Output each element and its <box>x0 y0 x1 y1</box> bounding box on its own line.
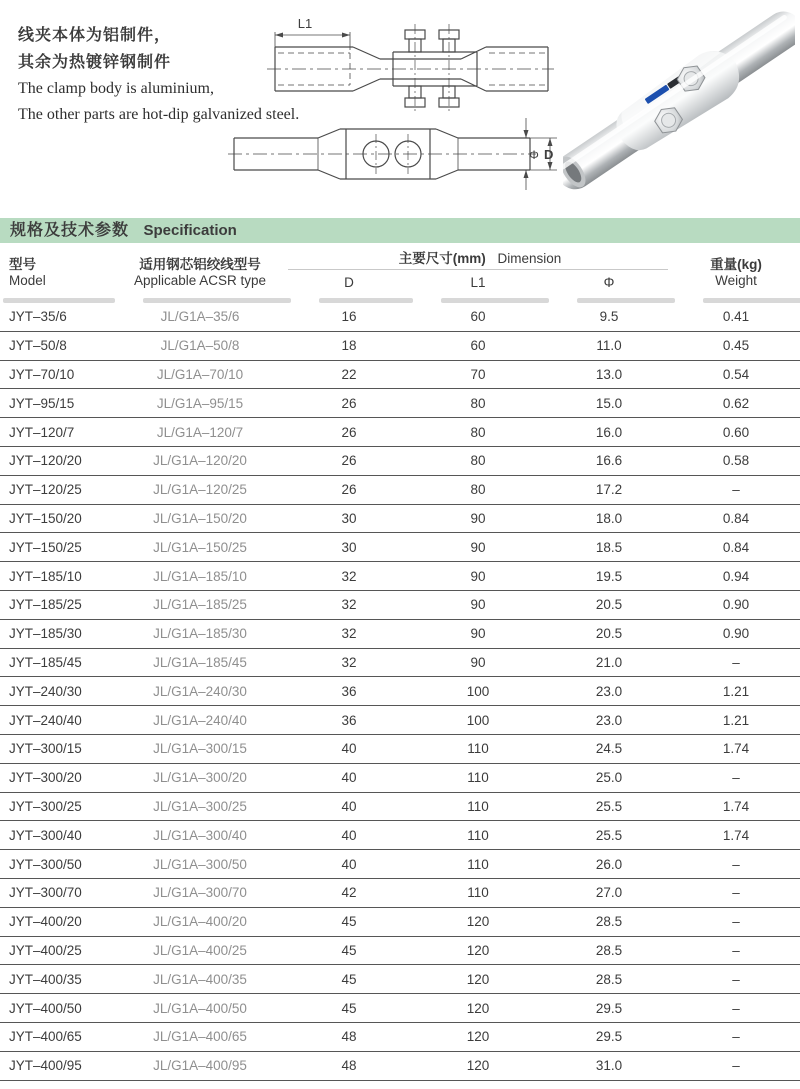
table-row <box>0 879 800 908</box>
cell-phi: 29.5 <box>595 1029 623 1045</box>
cell-weight: 1.74 <box>722 741 750 757</box>
cell-phi: 26.0 <box>595 856 623 872</box>
cell-model: JYT–185/10 <box>9 568 82 584</box>
cell-acsr: JL/G1A–400/35 <box>153 971 247 987</box>
cell-l1: 100 <box>466 712 490 728</box>
cell-d: 40 <box>341 856 357 872</box>
table-row <box>0 735 800 764</box>
cell-acsr: JL/G1A–150/25 <box>153 539 247 555</box>
cell-acsr: JL/G1A–35/6 <box>160 309 240 325</box>
cell-l1: 80 <box>470 395 486 411</box>
cell-phi: 28.5 <box>595 971 623 987</box>
cell-phi: 24.5 <box>595 741 623 757</box>
cell-phi: 28.5 <box>595 942 623 958</box>
cell-phi: 18.5 <box>595 539 623 555</box>
cell-d: 40 <box>341 741 357 757</box>
cell-weight: – <box>732 654 740 670</box>
cell-d: 45 <box>341 971 357 987</box>
cell-model: JYT–300/40 <box>9 827 82 843</box>
cell-acsr: JL/G1A–185/25 <box>153 597 247 613</box>
cell-weight: 0.60 <box>722 424 750 440</box>
cell-d: 48 <box>341 1029 357 1045</box>
cell-acsr: JL/G1A–400/25 <box>153 942 247 958</box>
product-photo <box>563 4 795 196</box>
cell-weight: – <box>732 856 740 872</box>
cell-acsr: JL/G1A–150/20 <box>153 510 247 526</box>
cell-weight: 0.84 <box>722 510 750 526</box>
table-row <box>0 965 800 994</box>
cell-l1: 120 <box>466 942 490 958</box>
cell-model: JYT–400/35 <box>9 971 82 987</box>
table-row <box>0 447 800 476</box>
cell-model: JYT–70/10 <box>9 366 75 382</box>
cell-l1: 110 <box>467 856 489 872</box>
header-acsr <box>112 248 288 298</box>
side-view-drawing <box>253 2 558 120</box>
cell-model: JYT–400/20 <box>9 914 82 930</box>
cell-model: JYT–150/25 <box>9 539 82 555</box>
cell-l1: 110 <box>467 770 489 786</box>
cell-d: 26 <box>341 395 357 411</box>
subheader-phi: Φ <box>603 275 615 290</box>
cell-l1: 80 <box>470 482 486 498</box>
cell-model: JYT–185/30 <box>9 626 82 642</box>
cell-acsr: JL/G1A–70/10 <box>156 366 244 382</box>
cell-acsr: JL/G1A–185/10 <box>153 568 247 584</box>
cell-phi: 20.5 <box>595 597 623 613</box>
cell-acsr: JL/G1A–300/20 <box>153 770 247 786</box>
cell-d: 30 <box>341 539 357 555</box>
table-row <box>0 591 800 620</box>
cell-weight: 0.62 <box>722 395 750 411</box>
dim-label-d: D <box>544 147 554 162</box>
cell-weight: 0.58 <box>722 453 750 469</box>
header-dim-cn: 主要尺寸(mm) <box>398 251 486 266</box>
header-model-cn: 型号 <box>9 257 36 272</box>
cell-l1: 120 <box>466 1000 490 1016</box>
table-row <box>0 476 800 505</box>
table-row <box>0 706 800 735</box>
header-model-en: Model <box>9 273 46 288</box>
cell-model: JYT–185/25 <box>9 597 82 613</box>
spec-table-header <box>0 248 800 298</box>
cell-model: JYT–300/70 <box>9 885 82 901</box>
cell-weight: 0.54 <box>722 366 750 382</box>
cell-weight: – <box>732 482 740 498</box>
section-title-en: Specification <box>143 222 237 239</box>
cell-acsr: JL/G1A–400/65 <box>153 1029 247 1045</box>
cell-l1: 120 <box>466 914 490 930</box>
cell-model: JYT–400/65 <box>9 1029 82 1045</box>
table-row <box>0 620 800 649</box>
cell-phi: 25.5 <box>595 827 623 843</box>
cell-phi: 23.0 <box>595 683 623 699</box>
spec-table-body <box>0 303 800 1081</box>
cell-l1: 120 <box>466 971 490 987</box>
cell-acsr: JL/G1A–300/50 <box>153 856 247 872</box>
cell-phi: 20.5 <box>595 626 623 642</box>
cell-phi: 31.0 <box>595 1058 623 1074</box>
cell-acsr: JL/G1A–400/50 <box>153 1000 247 1016</box>
cell-weight: 1.21 <box>722 683 750 699</box>
cell-weight: 0.94 <box>722 568 750 584</box>
cell-model: JYT–240/30 <box>9 683 82 699</box>
cell-model: JYT–400/25 <box>9 942 82 958</box>
dim-label-l1: L1 <box>297 16 313 31</box>
cell-weight: 1.21 <box>722 712 750 728</box>
cell-acsr: JL/G1A–120/25 <box>153 482 247 498</box>
table-row <box>0 1023 800 1052</box>
cell-l1: 90 <box>470 568 486 584</box>
cell-phi: 16.0 <box>595 424 623 440</box>
cell-phi: 27.0 <box>595 885 623 901</box>
cell-d: 32 <box>341 597 357 613</box>
cell-l1: 80 <box>470 424 486 440</box>
cell-acsr: JL/G1A–300/15 <box>153 741 247 757</box>
cell-d: 32 <box>341 626 357 642</box>
section-title-cn: 规格及技术参数 <box>10 222 130 239</box>
table-row <box>0 764 800 793</box>
table-row <box>0 793 800 822</box>
cell-l1: 110 <box>467 827 489 843</box>
cell-l1: 110 <box>467 885 489 901</box>
cell-d: 36 <box>341 712 357 728</box>
table-row <box>0 1052 800 1081</box>
cell-d: 45 <box>341 914 357 930</box>
table-row <box>0 821 800 850</box>
cell-model: JYT–120/7 <box>9 424 75 440</box>
table-row <box>0 332 800 361</box>
cell-l1: 70 <box>470 366 486 382</box>
table-row <box>0 303 800 332</box>
cell-acsr: JL/G1A–300/40 <box>153 827 247 843</box>
cell-phi: 28.5 <box>595 914 623 930</box>
table-row <box>0 361 800 390</box>
cell-d: 30 <box>341 510 357 526</box>
cell-weight: – <box>732 1029 740 1045</box>
cell-model: JYT–150/20 <box>9 510 82 526</box>
note-cn-2: 其余为热镀锌钢制件 <box>18 54 172 71</box>
table-row <box>0 937 800 966</box>
table-row <box>0 677 800 706</box>
section-header <box>0 218 800 243</box>
cell-l1: 120 <box>466 1058 490 1074</box>
dim-label-phi: Φ <box>529 148 539 162</box>
cell-weight: 1.74 <box>722 827 750 843</box>
cell-phi: 15.0 <box>595 395 623 411</box>
cell-d: 22 <box>341 366 357 382</box>
dimension-subheaders <box>288 270 672 296</box>
cell-weight: – <box>732 770 740 786</box>
header-acsr-cn: 适用钢芯铝绞线型号 <box>139 257 261 272</box>
cell-weight: – <box>732 885 740 901</box>
cell-model: JYT–400/95 <box>9 1058 82 1074</box>
spec-table <box>0 248 800 1081</box>
note-en-2: The other parts are hot-dip galvanized steel. <box>18 106 300 123</box>
cell-weight: – <box>732 914 740 930</box>
cell-l1: 90 <box>470 626 486 642</box>
cell-l1: 90 <box>470 654 486 670</box>
cell-l1: 90 <box>470 597 486 613</box>
cell-model: JYT–120/25 <box>9 482 82 498</box>
cell-phi: 25.0 <box>595 770 623 786</box>
table-row <box>0 994 800 1023</box>
subheader-d: D <box>344 275 354 290</box>
cell-d: 40 <box>341 827 357 843</box>
cell-l1: 80 <box>470 453 486 469</box>
cell-weight: – <box>732 1000 740 1016</box>
cell-d: 26 <box>341 424 357 440</box>
top-view-drawing <box>226 110 560 202</box>
cell-acsr: JL/G1A–120/20 <box>153 453 247 469</box>
table-row <box>0 418 800 447</box>
cell-d: 18 <box>341 338 357 354</box>
cell-phi: 19.5 <box>595 568 623 584</box>
cell-model: JYT–300/50 <box>9 856 82 872</box>
cell-phi: 25.5 <box>595 798 623 814</box>
cell-model: JYT–95/15 <box>9 395 75 411</box>
cell-weight: – <box>732 971 740 987</box>
cell-l1: 110 <box>467 798 489 814</box>
note-cn-1: 线夹本体为铝制件， <box>18 27 172 44</box>
cell-acsr: JL/G1A–300/70 <box>153 885 247 901</box>
table-row <box>0 389 800 418</box>
cell-phi: 11.0 <box>596 338 622 354</box>
cell-d: 36 <box>341 683 357 699</box>
table-row <box>0 562 800 591</box>
cell-weight: – <box>732 1058 740 1074</box>
header-dimension-group <box>288 248 672 298</box>
table-row <box>0 533 800 562</box>
cell-acsr: JL/G1A–120/7 <box>156 424 244 440</box>
note-en-1: The clamp body is aluminium, <box>18 80 214 97</box>
cell-weight: – <box>732 942 740 958</box>
cell-model: JYT–300/20 <box>9 770 82 786</box>
subheader-l1: L1 <box>470 275 486 290</box>
cell-model: JYT–300/15 <box>9 741 82 757</box>
intro-section <box>0 0 800 218</box>
cell-l1: 60 <box>470 338 486 354</box>
cell-phi: 9.5 <box>599 309 619 325</box>
cell-phi: 18.0 <box>595 510 623 526</box>
cell-model: JYT–120/20 <box>9 453 82 469</box>
cell-d: 45 <box>341 1000 357 1016</box>
cell-model: JYT–50/8 <box>9 338 67 354</box>
cell-l1: 90 <box>470 539 486 555</box>
cell-weight: 1.74 <box>722 798 750 814</box>
cell-phi: 29.5 <box>595 1000 623 1016</box>
cell-acsr: JL/G1A–50/8 <box>160 338 240 354</box>
cell-acsr: JL/G1A–185/45 <box>153 654 247 670</box>
cell-weight: 0.41 <box>722 309 750 325</box>
cell-acsr: JL/G1A–300/25 <box>153 798 247 814</box>
cell-phi: 17.2 <box>595 482 623 498</box>
cell-l1: 110 <box>467 741 489 757</box>
cell-acsr: JL/G1A–240/30 <box>153 683 247 699</box>
cell-model: JYT–300/25 <box>9 798 82 814</box>
cell-d: 40 <box>341 770 357 786</box>
cell-weight: 0.90 <box>722 597 750 613</box>
cell-l1: 90 <box>470 510 486 526</box>
cell-acsr: JL/G1A–400/20 <box>153 914 247 930</box>
cell-weight: 0.45 <box>722 338 750 354</box>
header-weight-cn: 重量(kg) <box>710 257 762 272</box>
cell-acsr: JL/G1A–240/40 <box>153 712 247 728</box>
cell-weight: 0.84 <box>722 539 750 555</box>
cell-model: JYT–35/6 <box>9 309 67 325</box>
cell-d: 42 <box>341 885 357 901</box>
cell-phi: 23.0 <box>595 712 623 728</box>
cell-d: 26 <box>341 453 357 469</box>
cell-d: 48 <box>341 1058 357 1074</box>
header-weight <box>672 248 800 298</box>
table-row <box>0 850 800 879</box>
header-dim-en: Dimension <box>497 251 562 266</box>
header-weight-en: Weight <box>715 273 757 288</box>
cell-phi: 21.0 <box>595 654 623 670</box>
header-model <box>0 248 112 298</box>
cell-l1: 100 <box>466 683 490 699</box>
cell-d: 16 <box>341 309 357 325</box>
table-row <box>0 908 800 937</box>
cell-l1: 120 <box>466 1029 490 1045</box>
cell-d: 40 <box>341 798 357 814</box>
cell-l1: 60 <box>470 309 486 325</box>
cell-acsr: JL/G1A–95/15 <box>156 395 244 411</box>
cell-d: 32 <box>341 654 357 670</box>
cell-model: JYT–400/50 <box>9 1000 82 1016</box>
cell-phi: 16.6 <box>595 453 623 469</box>
cell-model: JYT–240/40 <box>9 712 82 728</box>
header-dimension-title <box>288 248 672 267</box>
cell-acsr: JL/G1A–185/30 <box>153 626 247 642</box>
cell-d: 32 <box>341 568 357 584</box>
header-acsr-en: Applicable ACSR type <box>133 273 267 288</box>
cell-model: JYT–185/45 <box>9 654 82 670</box>
cell-d: 26 <box>341 482 357 498</box>
cell-d: 45 <box>341 942 357 958</box>
table-row <box>0 505 800 534</box>
cell-acsr: JL/G1A–400/95 <box>153 1058 247 1074</box>
cell-phi: 13.0 <box>595 366 623 382</box>
cell-weight: 0.90 <box>722 626 750 642</box>
table-row <box>0 649 800 678</box>
